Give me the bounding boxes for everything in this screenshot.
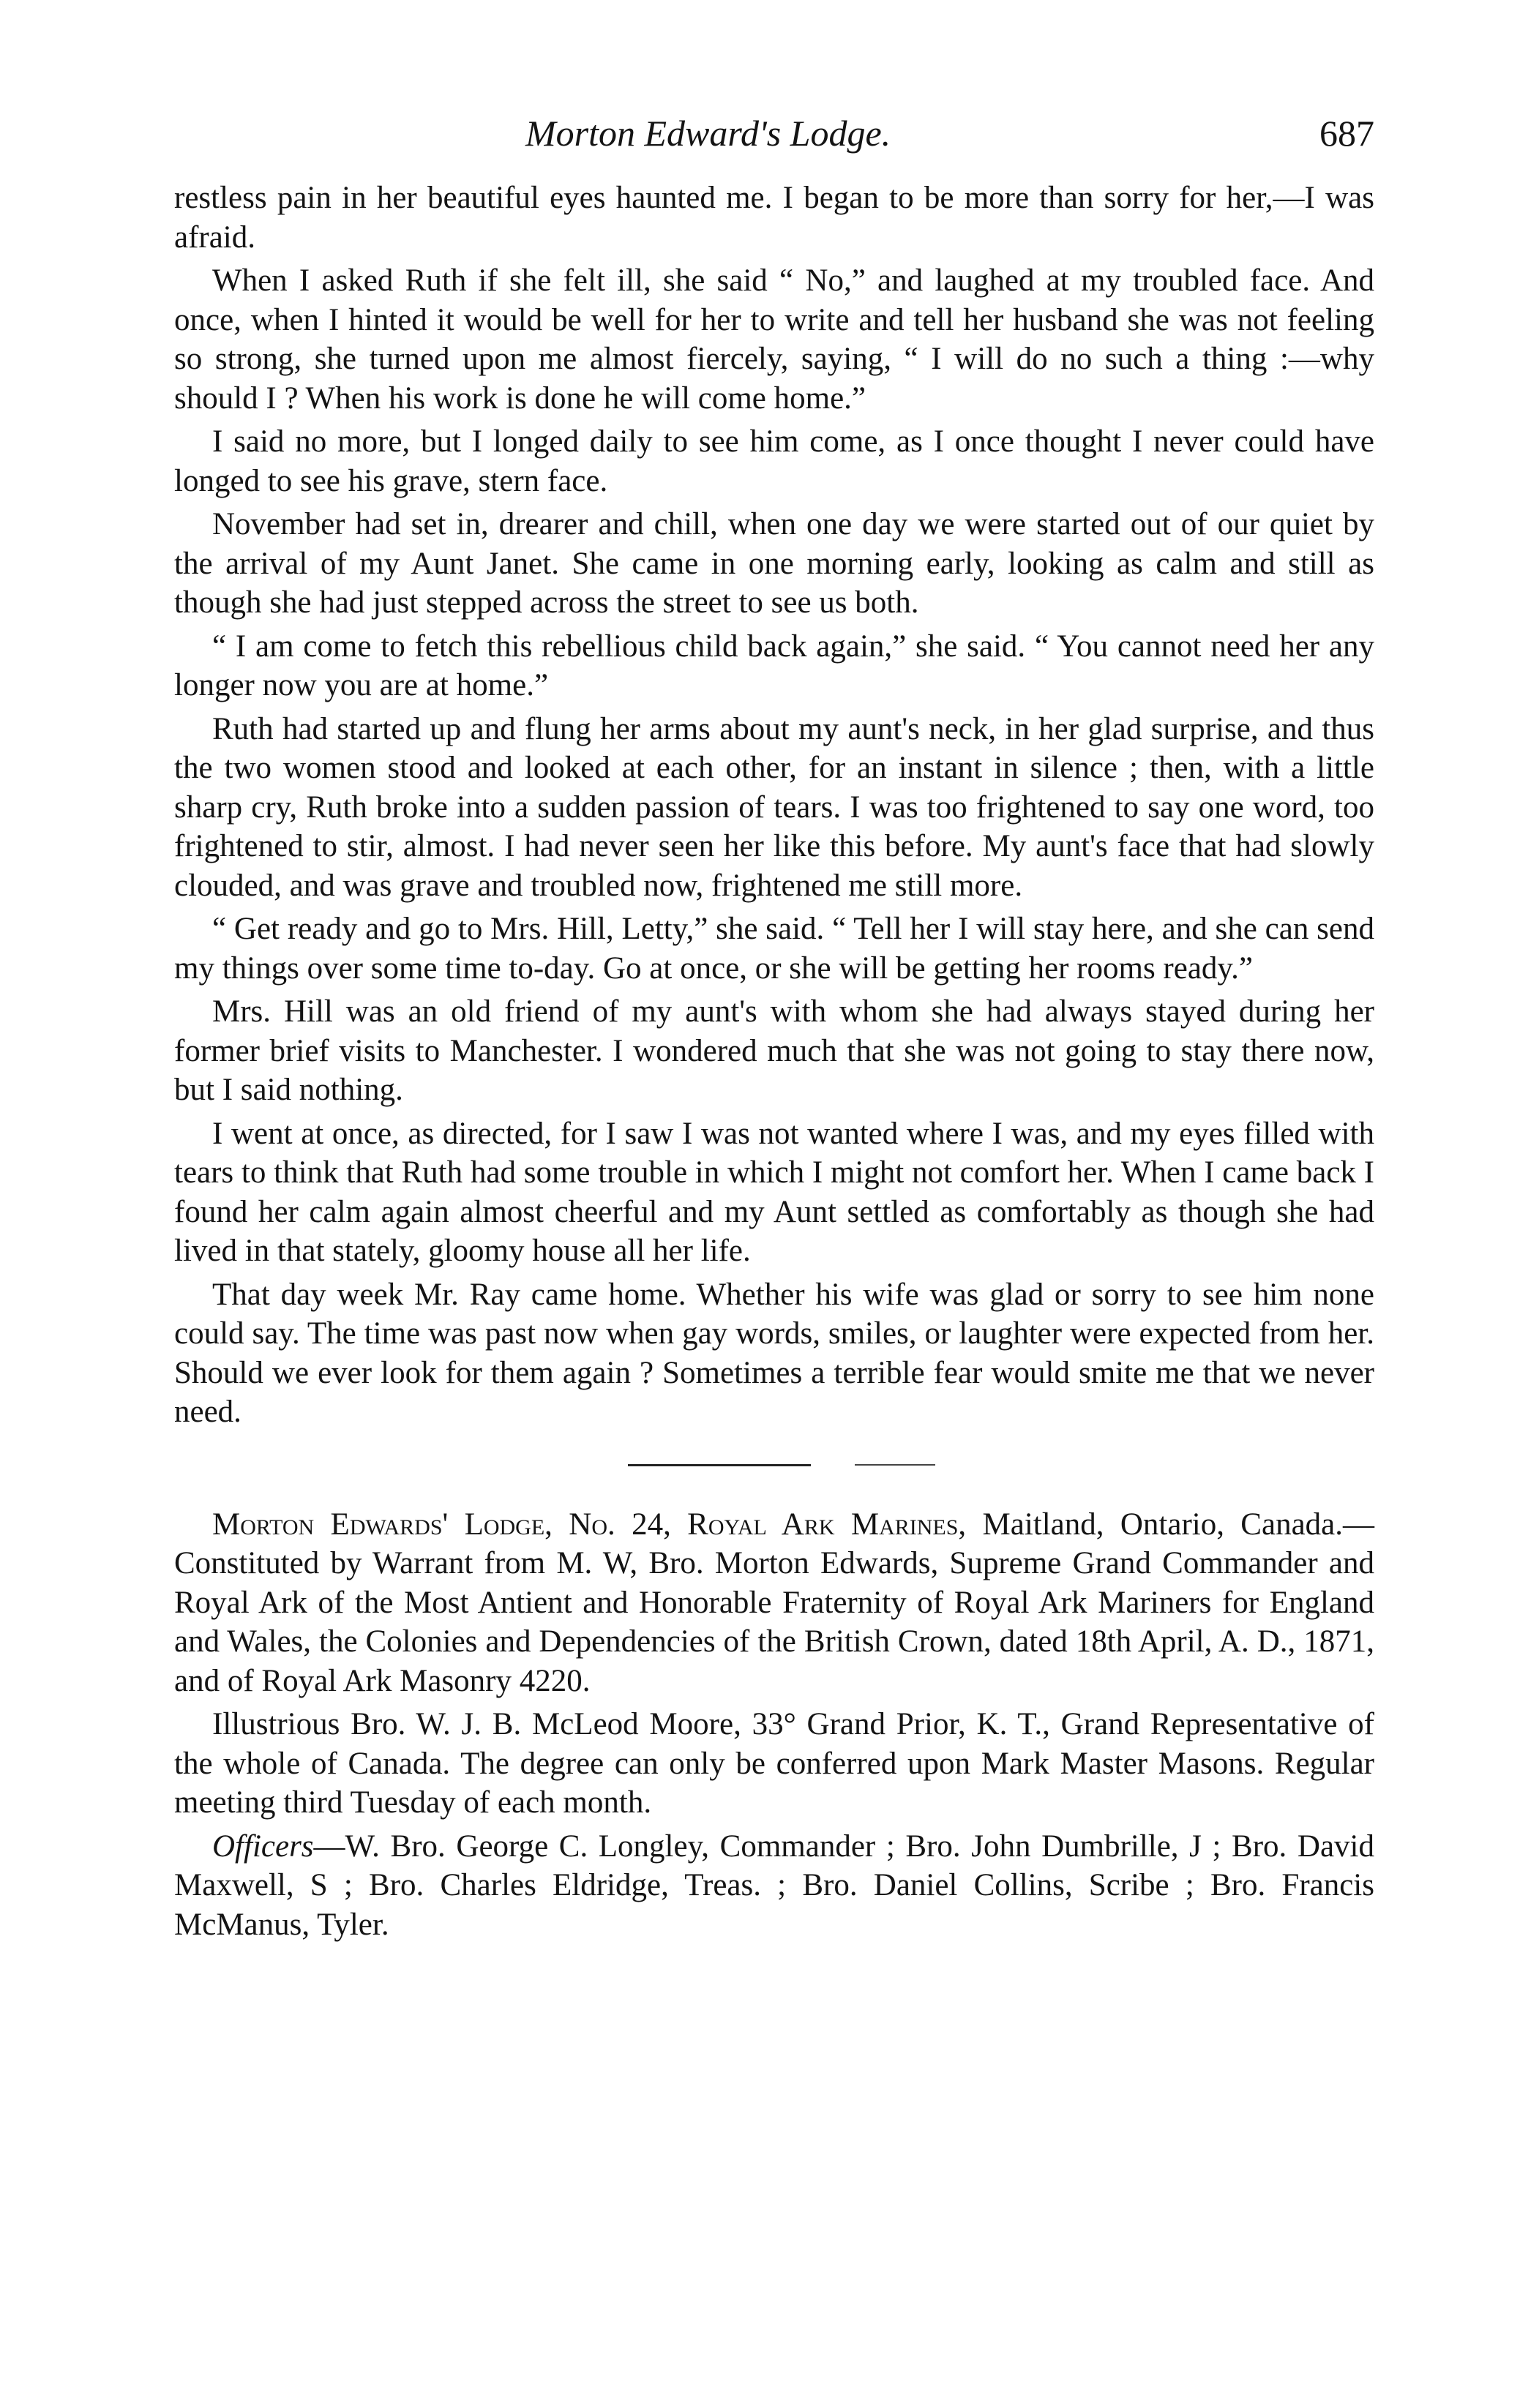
officers-text: —W. Bro. George C. Longley, Commander ; Bro. John Dumbrille, J ; Bro. David Maxwell, S ; Bro. Charles Eldridge, Treas. ; Bro. Daniel Collins, Scribe ; Bro. Francis McManus, Tyler. xyxy=(174,1828,1374,1942)
divider-rule-short xyxy=(855,1464,935,1466)
section-divider xyxy=(174,1432,1374,1505)
paragraph: Mrs. Hill was an old friend of my aunt's with whom she had always stayed during her former brief visits to Manchester. I wondered much that she was not going to stay there now, but I said nothing. xyxy=(174,994,1374,1107)
paragraph: That day week Mr. Ray came home. Whether his wife was glad or sorry to see him none could say. The time was past now when gay words, smiles, or laughter were expected from her. Should we ever look for them again ? Sometimes a terrible fear would smite me that we never need. xyxy=(174,1277,1374,1429)
lodge-name: Morton Edwards' Lodge, No. 24, Royal Ark Marines, xyxy=(212,1507,967,1542)
paragraph: “ I am come to fetch this rebellious child back again,” she said. “ You cannot need her any longer now you are at home.” xyxy=(174,629,1374,702)
notice-paragraph xyxy=(174,1505,1374,1701)
paragraph: November had set in, drearer and chill, when one day we were started out of our quiet by the arrival of my Aunt Janet. She came in one morning early, looking as calm and still as though she had just stepped across the street to see us both. xyxy=(174,507,1374,620)
notice-paragraph: Illustrious Bro. W. J. B. McLeod Moore, 33° Grand Prior, K. T., Grand Representative of the whole of Canada. The degree can only be conferred upon Mark Master Masons. Regular meeting third Tuesday of each month. xyxy=(174,1707,1374,1820)
story-text xyxy=(174,179,1374,1432)
officers-paragraph xyxy=(174,1827,1374,1945)
paragraph: “ Get ready and go to Mrs. Hill, Letty,” she said. “ Tell her I will stay here, and she can send my things over some time to-day. Go at once, or she will be getting her rooms ready.” xyxy=(174,912,1374,986)
book-page xyxy=(174,110,1374,1944)
notice-text: Maitland, Ontario, Canada.—Constituted by Warrant from M. W, Bro. Morton Edwards, Supreme Grand Commander and Royal Ark of the Most Antient and Honorable Fraternity of Royal Ark Mariners for England and Wales, the Colonies and Dependencies of the British Crown, dated 18th April, A. D., 1871, and of Royal Ark Masonry 4220. xyxy=(174,1507,1374,1698)
page-header xyxy=(174,110,1374,168)
paragraph: When I asked Ruth if she felt ill, she said “ No,” and laughed at my troubled face. And once, when I hinted it would be well for her to write and tell her husband she was not feeling so strong, she turned upon me almost fiercely, saying, “ I will do no such a thing :—why should I ? When his work is done he will come home.” xyxy=(174,263,1374,416)
running-title: Morton Edward's Lodge. xyxy=(525,113,891,154)
page-number: 687 xyxy=(1319,113,1374,154)
divider-rule xyxy=(628,1464,811,1466)
paragraph: I said no more, but I longed daily to see him come, as I once thought I never could have longed to see his grave, stern face. xyxy=(174,424,1374,498)
paragraph: restless pain in her beautiful eyes haunted me. I began to be more than sorry for her,—I was afraid. xyxy=(174,181,1374,255)
paragraph: I went at once, as directed, for I saw I was not wanted where I was, and my eyes filled with tears to think that Ruth had some trouble in which I might not comfort her. When I came back I found her calm again almost cheerful and my Aunt settled as comfortably as though she had lived in that stately, gloomy house all her life. xyxy=(174,1116,1374,1268)
officers-label: Officers xyxy=(212,1828,314,1864)
paragraph: Ruth had started up and flung her arms about my aunt's neck, in her glad surprise, and thus the two women stood and looked at each other, for an instant in silence ; then, with a little sharp cry, Ruth broke into a sudden passion of tears. I was too frightened to say one word, too frightened to stir, almost. I had never seen her like this before. My aunt's face that had slowly clouded, and was grave and troubled now, frightened me still more. xyxy=(174,711,1374,903)
lodge-notice xyxy=(174,1505,1374,1945)
